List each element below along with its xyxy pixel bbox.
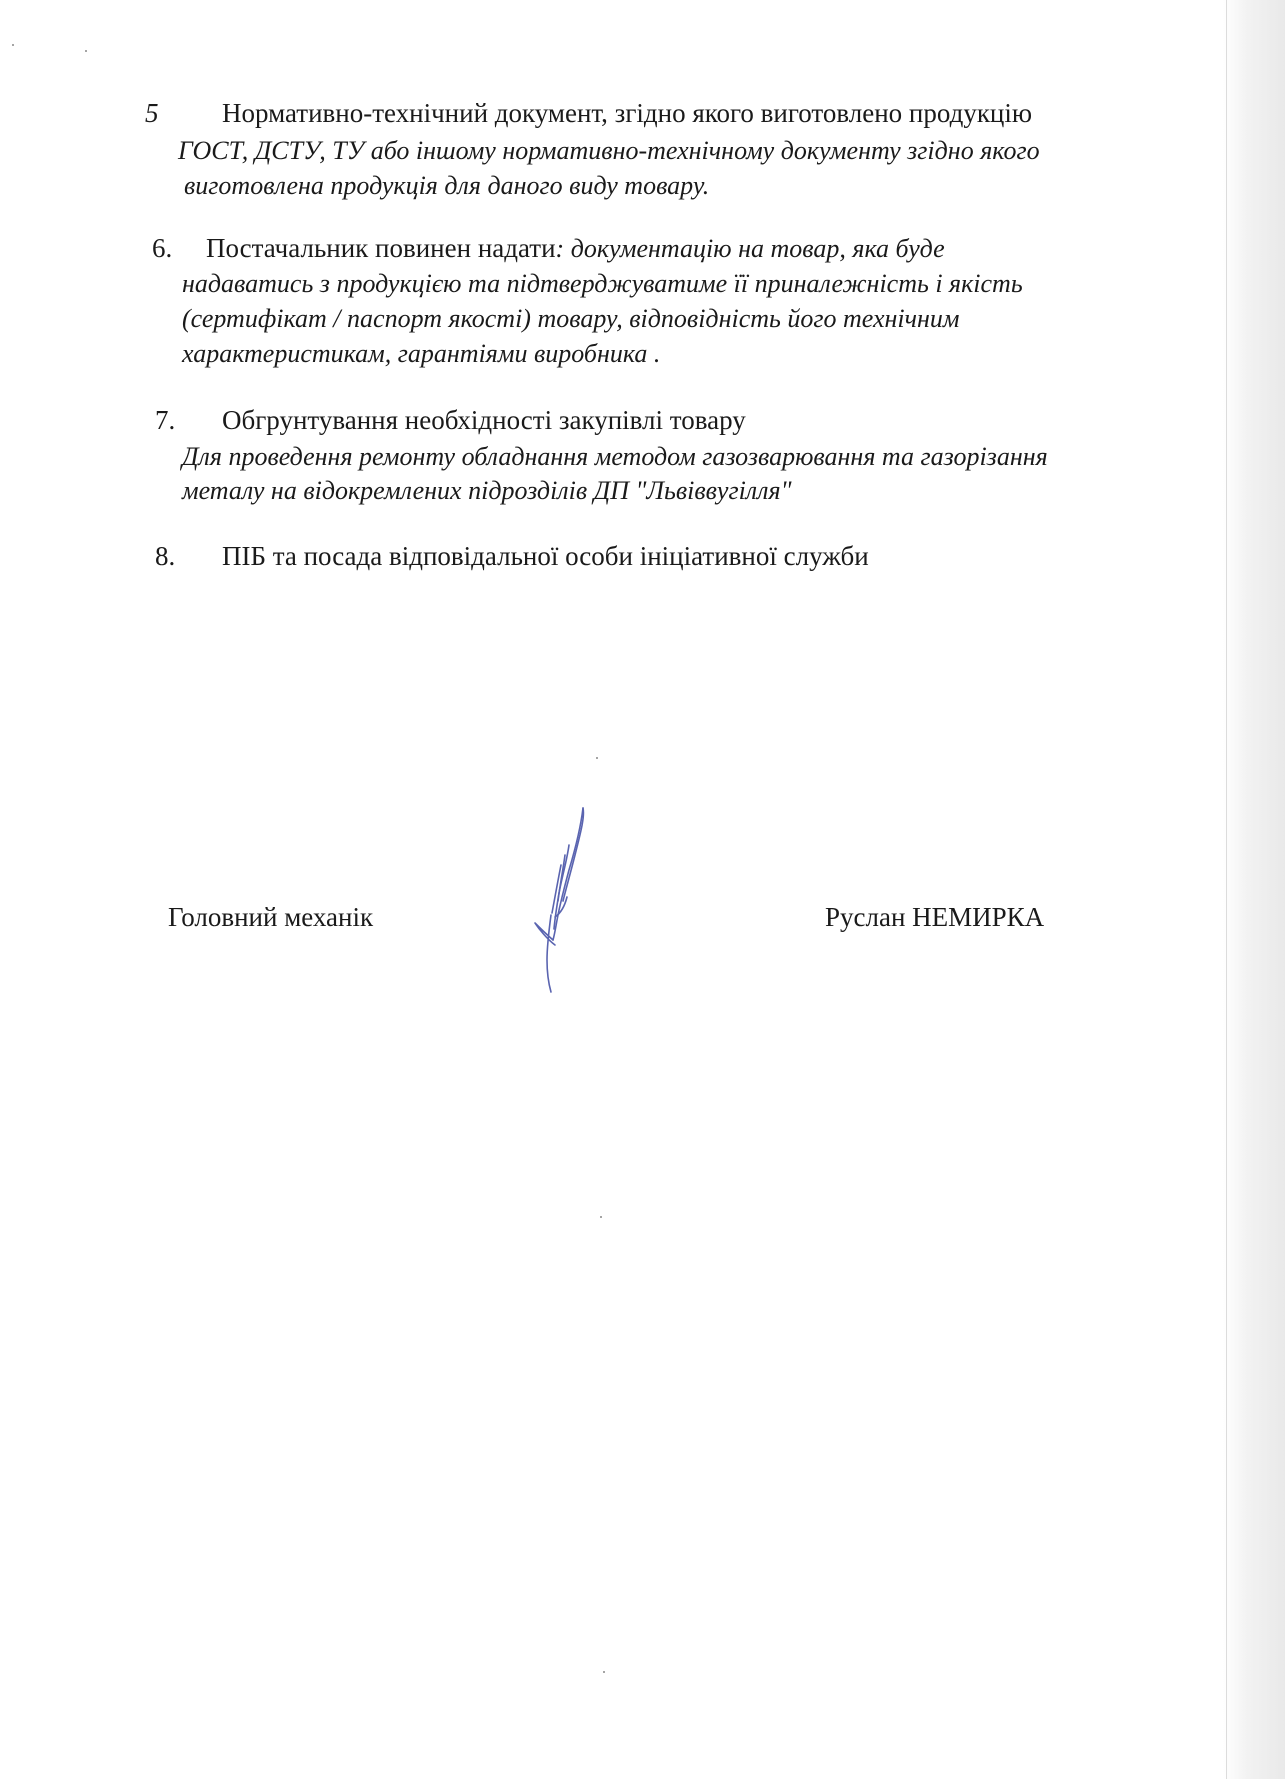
item-8-heading: ПІБ та посада відповідальної особи ініціативної служби [222, 541, 869, 571]
item-6-heading-wrap [206, 233, 945, 264]
scan-speck [85, 50, 87, 52]
scan-speck [600, 1216, 602, 1218]
page-edge-line [1226, 0, 1227, 1779]
item-5-heading: Нормативно-технічний документ, згідно якого виготовлено продукцію [222, 98, 1033, 128]
item-6-text-line-1: надаватись з продукцією та підтверджуватиме її приналежність і якість [182, 269, 1023, 298]
page-edge-shadow [1223, 0, 1285, 1779]
position-title: Головний механік [168, 902, 374, 932]
item-7-text-line-2: металу на відокремлених підрозділів ДП "Львіввугілля" [182, 476, 792, 505]
scan-speck [12, 44, 14, 46]
scan-speck [603, 1671, 605, 1673]
signer-name: Руслан НЕМИРКА [825, 902, 1045, 932]
item-6-text-line-2: (сертифікат / паспорт якості) товару, відповідність його технічним [182, 304, 960, 333]
handwritten-signature [525, 805, 595, 995]
item-8-number: 8. [155, 541, 176, 571]
item-7-number: 7. [155, 405, 176, 435]
item-5-number: 5 [145, 98, 159, 128]
item-5-text-line-1: ГОСТ, ДСТУ, ТУ або іншому нормативно-технічному документу згідно якого [178, 136, 1040, 165]
scan-speck [596, 757, 598, 759]
item-6-number: 6. [152, 233, 173, 263]
item-5-text-line-2: виготовлена продукція для даного виду товару. [184, 171, 710, 200]
item-7-text-line-1: Для проведення ремонту обладнання методом газозварювання та газорізання [182, 442, 1048, 471]
item-7-heading: Обгрунтування необхідності закупівлі товару [222, 405, 746, 435]
item-6-heading-tail: : документацію на товар, яка буде [555, 234, 945, 263]
item-6-heading: Постачальник повинен надати [206, 233, 556, 263]
item-6-text-line-3: характеристикам, гарантіями виробника . [182, 339, 661, 368]
